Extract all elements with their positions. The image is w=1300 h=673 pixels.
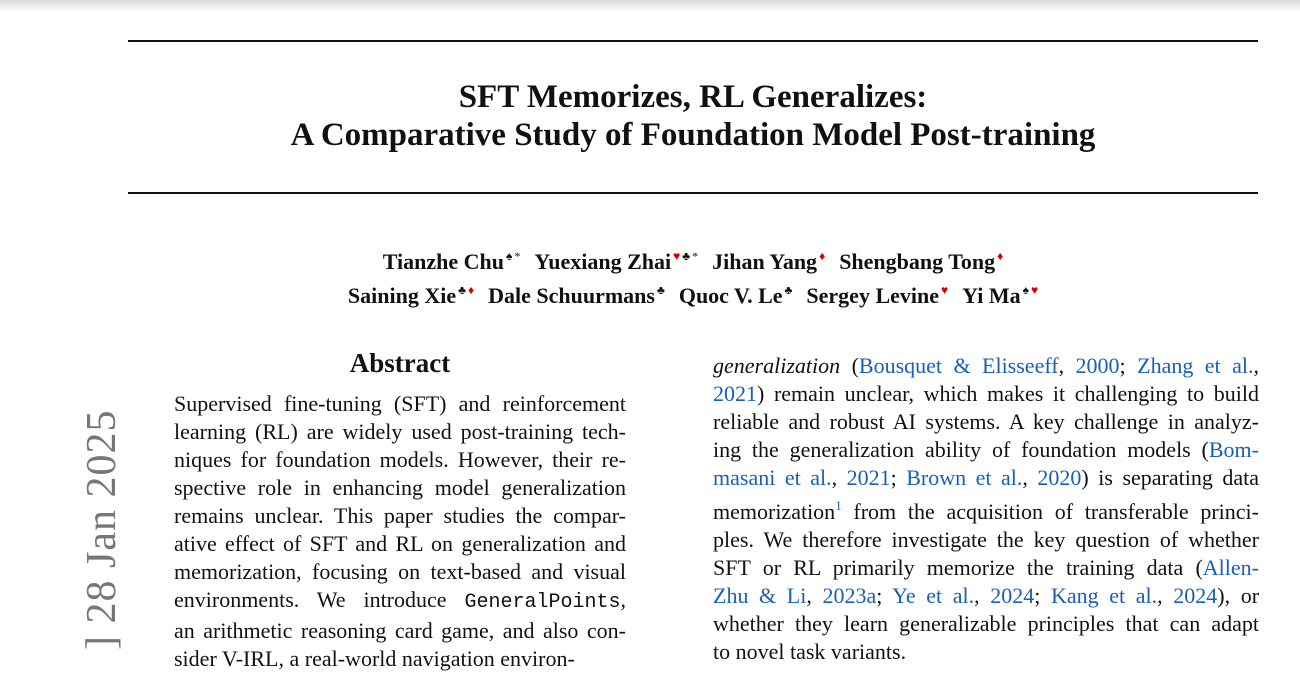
body-line bbox=[713, 554, 1259, 582]
text-run: to novel task variants. bbox=[713, 639, 907, 664]
abstract-line bbox=[174, 502, 626, 530]
text-run: sider V-IRL, a real-world navigation environ- bbox=[174, 646, 575, 671]
text-run: , bbox=[1253, 353, 1259, 378]
citation-link[interactable]: 2024 bbox=[990, 583, 1035, 608]
citation-link[interactable]: 2023a bbox=[822, 583, 877, 608]
citation-link[interactable]: 2021 bbox=[846, 465, 891, 490]
text-run: , bbox=[1022, 465, 1038, 490]
text-run: , bbox=[620, 587, 626, 612]
body-line bbox=[713, 582, 1259, 610]
author bbox=[962, 276, 1038, 310]
text-run: ) remain unclear, which makes it challenging to build bbox=[757, 381, 1259, 406]
author bbox=[348, 276, 474, 310]
affiliation-mark: ♣ bbox=[656, 283, 665, 297]
affiliation-mark: ♥ bbox=[1030, 283, 1039, 297]
text-run: GeneralPoints bbox=[464, 591, 621, 614]
citation-link[interactable]: Allen- bbox=[1202, 555, 1259, 580]
citation-link[interactable]: Bousquet & Elisseeff bbox=[858, 353, 1059, 378]
citation-link[interactable]: Brown et al. bbox=[906, 465, 1023, 490]
author bbox=[383, 242, 521, 276]
body-line bbox=[713, 492, 1259, 526]
title-line-1: SFT Memorizes, RL Generalizes: bbox=[458, 79, 928, 115]
abstract-line bbox=[174, 645, 626, 673]
abstract-line bbox=[174, 390, 626, 418]
text-run: ) is separating data bbox=[1081, 465, 1259, 490]
text-run: ; bbox=[876, 583, 893, 608]
footnote-mark[interactable]: 1 bbox=[835, 498, 842, 513]
author-list bbox=[128, 242, 1258, 310]
author bbox=[534, 242, 698, 276]
body-line bbox=[713, 610, 1259, 638]
abstract-line bbox=[174, 418, 626, 446]
affiliation-mark: ♥ bbox=[673, 249, 681, 263]
text-run: whether they learn generalizable principles that can adapt bbox=[713, 611, 1259, 636]
citation-link[interactable]: masani et al. bbox=[713, 465, 832, 490]
abstract-line bbox=[174, 586, 626, 617]
citation-link[interactable]: 2020 bbox=[1037, 465, 1082, 490]
citation-link[interactable]: 2021 bbox=[713, 381, 757, 406]
body-line bbox=[713, 380, 1259, 408]
abstract-line bbox=[174, 530, 626, 558]
text-run: environments. We introduce bbox=[174, 587, 465, 612]
affiliation-mark: ♦ bbox=[819, 249, 826, 263]
author-name: Tianzhe Chu bbox=[382, 249, 504, 274]
text-run: SFT or RL primarily memorize the training data ( bbox=[713, 555, 1203, 580]
abstract-line bbox=[174, 558, 626, 586]
author-name: Quoc V. Le bbox=[678, 283, 783, 308]
text-run: , bbox=[974, 583, 991, 608]
title-line-2: A Comparative Study of Foundation Model Post-training bbox=[290, 117, 1096, 153]
text-run: ples. We therefore investigate the key question of whether bbox=[713, 527, 1259, 552]
text-run: Supervised fine-tuning (SFT) and reinforcement bbox=[174, 391, 626, 416]
affiliation-mark: ♣ bbox=[682, 249, 691, 263]
affiliation-mark: ♥ bbox=[941, 283, 949, 297]
author bbox=[712, 242, 825, 276]
text-run: remains unclear. This paper studies the compar- bbox=[174, 503, 626, 528]
abstract-line bbox=[174, 617, 626, 645]
citation-link[interactable]: Bom- bbox=[1208, 437, 1259, 462]
text-run: ; bbox=[890, 465, 907, 490]
author-name: Sergey Levine bbox=[806, 283, 940, 308]
author-name: Yuexiang Zhai bbox=[534, 249, 672, 274]
body-line bbox=[713, 408, 1259, 436]
text-run: ; bbox=[1119, 353, 1138, 378]
text-run: ing the generalization ability of foundation models ( bbox=[713, 437, 1209, 462]
author bbox=[679, 276, 793, 310]
abstract-heading: Abstract bbox=[349, 348, 451, 378]
text-run: ), or bbox=[1217, 583, 1260, 608]
author bbox=[488, 276, 665, 310]
citation-link[interactable]: Zhu & Li bbox=[713, 583, 807, 608]
top-shadow bbox=[0, 0, 1300, 12]
body-line bbox=[713, 638, 1259, 666]
abstract-line bbox=[174, 446, 626, 474]
citation-link[interactable]: Zhang et al. bbox=[1137, 353, 1254, 378]
affiliation-mark: ♣ bbox=[458, 283, 466, 297]
text-run: , bbox=[831, 465, 847, 490]
author-name: Saining Xie bbox=[347, 283, 457, 308]
author-name: Jihan Yang bbox=[712, 249, 818, 274]
text-run: ative effect of SFT and RL on generalization and bbox=[174, 531, 626, 556]
text-run: , bbox=[1058, 353, 1076, 378]
body-line bbox=[713, 464, 1259, 492]
text-run: from the acquisition of transferable princi- bbox=[841, 499, 1259, 524]
text-run: spective role in enhancing model generalization bbox=[174, 475, 626, 500]
affiliation-mark: ♠ bbox=[1022, 283, 1029, 297]
body-line bbox=[713, 352, 1259, 380]
text-run: ( bbox=[840, 353, 859, 378]
author-line bbox=[128, 242, 1258, 276]
text-run: memorization bbox=[713, 499, 836, 524]
arxiv-stamp: ] 28 Jan 2025 bbox=[79, 409, 125, 650]
title-rule-top bbox=[128, 40, 1258, 42]
citation-link[interactable]: 2000 bbox=[1075, 353, 1120, 378]
abstract-text bbox=[174, 390, 626, 673]
affiliation-mark: * bbox=[692, 249, 699, 263]
author-name: Shengbang Tong bbox=[839, 249, 996, 274]
author-name: Dale Schuurmans bbox=[488, 283, 655, 308]
text-run: generalization bbox=[713, 353, 841, 378]
citation-link[interactable]: 2024 bbox=[1173, 583, 1218, 608]
body-line bbox=[713, 436, 1259, 464]
author-line bbox=[128, 276, 1258, 310]
paper-title bbox=[128, 78, 1258, 154]
affiliation-mark: ♦ bbox=[467, 283, 475, 297]
text-run: memorization, focusing on text-based and visual bbox=[174, 559, 626, 584]
affiliation-mark: ♠ bbox=[505, 249, 513, 263]
author bbox=[839, 242, 1003, 276]
text-run: ; bbox=[1034, 583, 1051, 608]
affiliation-mark: * bbox=[514, 249, 521, 263]
text-run: learning (RL) are widely used post-training tech- bbox=[174, 419, 626, 444]
citation-link[interactable]: Kang et al. bbox=[1050, 583, 1158, 608]
intro-text bbox=[713, 352, 1259, 666]
body-line bbox=[713, 526, 1259, 554]
text-run: , bbox=[1157, 583, 1174, 608]
text-run: niques for foundation models. However, their re- bbox=[174, 447, 626, 472]
text-run: an arithmetic reasoning card game, and also con- bbox=[174, 618, 626, 643]
affiliation-mark: ♦ bbox=[997, 249, 1004, 263]
text-run: reliable and robust AI systems. A key challenge in analyz- bbox=[713, 409, 1259, 434]
text-run: , bbox=[806, 583, 823, 608]
author-name: Yi Ma bbox=[962, 283, 1021, 308]
title-rule-bottom bbox=[128, 192, 1258, 194]
author bbox=[806, 276, 948, 310]
affiliation-mark: ♣ bbox=[784, 283, 793, 297]
citation-link[interactable]: Ye et al. bbox=[892, 583, 975, 608]
abstract-line bbox=[174, 474, 626, 502]
